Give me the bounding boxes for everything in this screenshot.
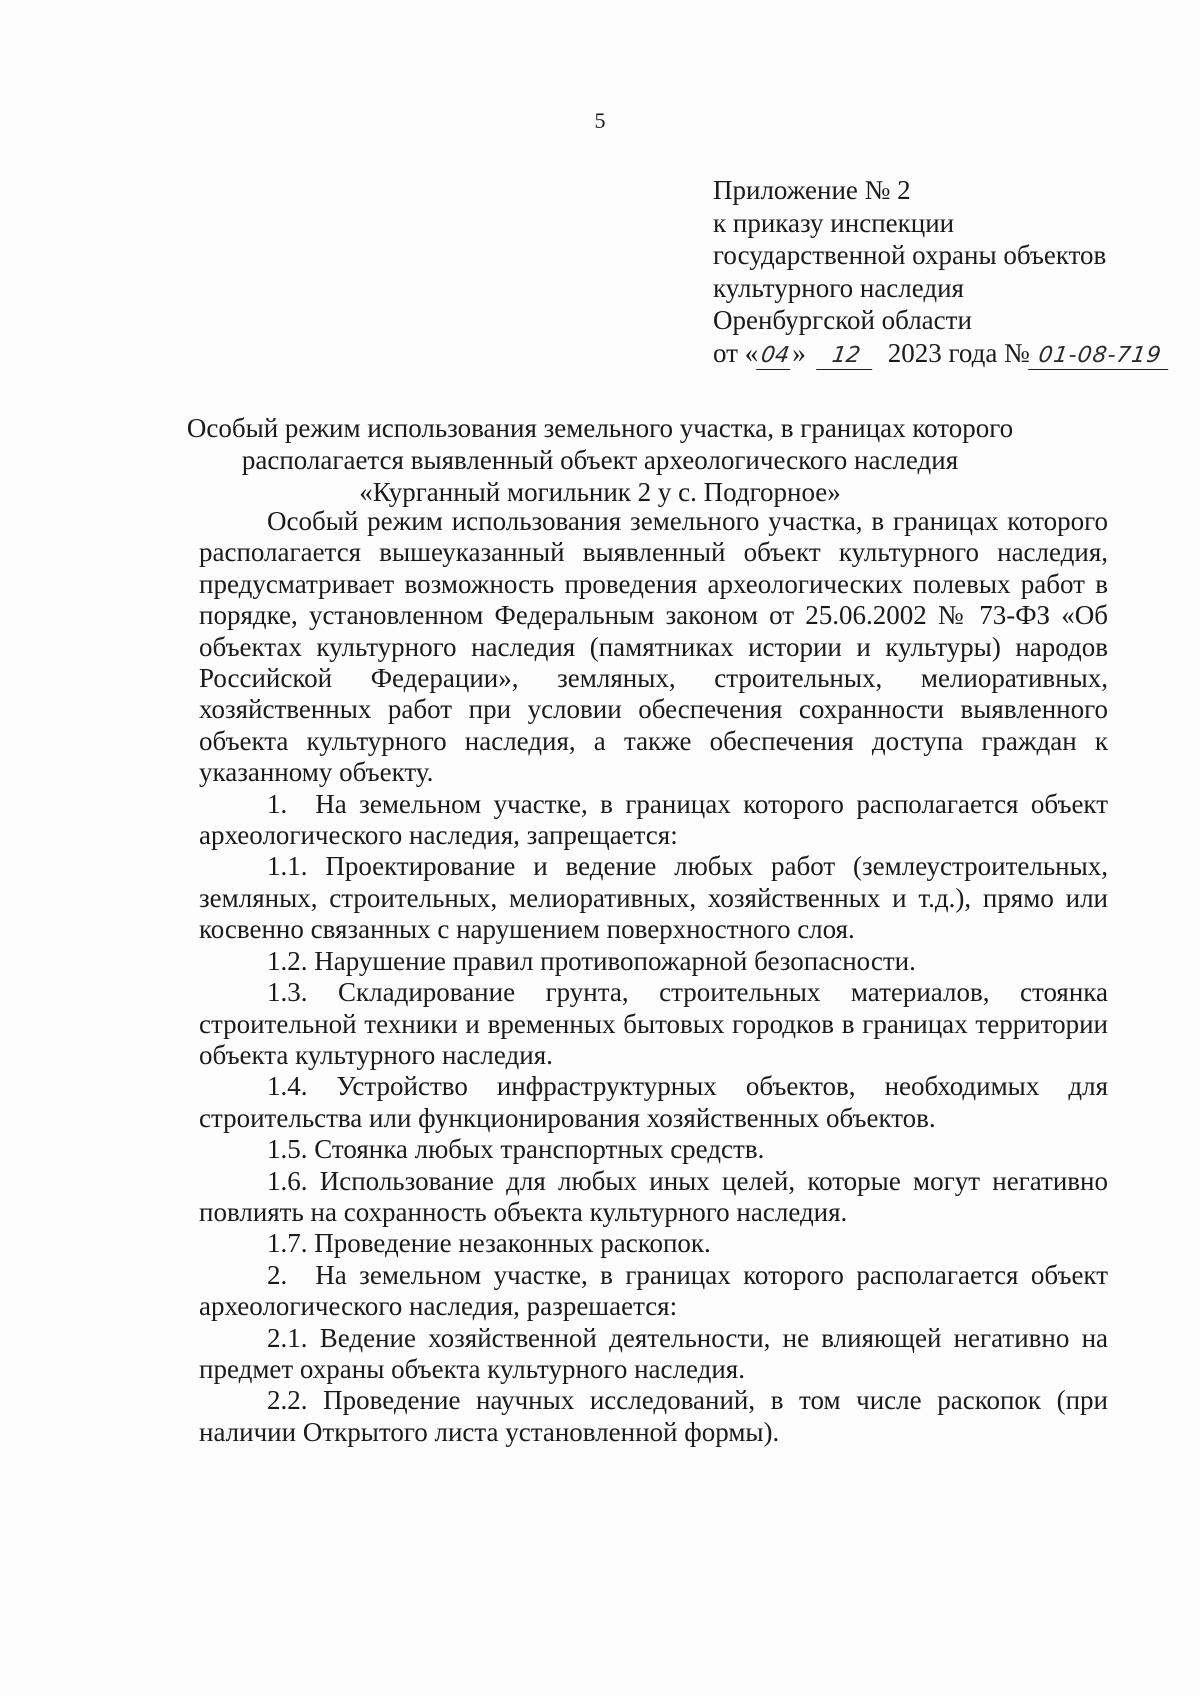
- document-body: [199, 506, 1108, 1448]
- appendix-line-1: Приложение № 2: [713, 175, 911, 205]
- section-1-text: На земельном участке, в границах которого располагается объект археологического наследия, запрещается:: [199, 788, 1108, 851]
- appendix-line-4: культурного наследия: [713, 272, 964, 303]
- appendix-line-3: государственной охраны объектов: [713, 240, 1107, 271]
- appendix-line-2: к приказу инспекции: [713, 207, 955, 238]
- date-mid: »: [792, 337, 806, 368]
- title-line-2: располагается выявленный объект археологического наследия: [241, 445, 959, 475]
- handwritten-day: 04: [756, 343, 794, 370]
- section-1-number: 1.: [267, 788, 288, 819]
- item-1-3: 1.3. Складирование грунта, строительных материалов, стоянка строительной техники и временных бытовых городков в границах территории объекта культурного наследия.: [199, 977, 1108, 1070]
- appendix-line-5: Оренбургской области: [713, 305, 972, 336]
- item-1-5: 1.5. Стоянка любых транспортных средств.: [267, 1134, 765, 1165]
- page-number: 5: [594, 108, 606, 133]
- section-2-text: На земельном участке, в границах которого располагается объект археологического наследия, разрешается:: [199, 1259, 1108, 1322]
- document-title: [150, 412, 1050, 508]
- item-1-2: 1.2. Нарушение правил противопожарной безопасности.: [267, 945, 916, 976]
- item-1-4: 1.4. Устройство инфраструктурных объектов, необходимых для строительства или функционирования хозяйственных объектов.: [199, 1071, 1108, 1133]
- title-line-3: «Курганный могильник 2 у с. Подгорное»: [359, 477, 841, 507]
- item-2-2: 2.2. Проведение научных исследований, в том числе раскопок (при наличии Открытого листа установленной формы).: [199, 1385, 1108, 1447]
- item-1-1: 1.1. Проектирование и ведение любых работ (землеустроительных, земляных, строительных, мелиоративных, хозяйственных и т.д.), прямо или косвенно связанных с нарушением поверхностного слоя.: [199, 851, 1108, 945]
- appendix-date-line: [713, 337, 1183, 370]
- section-2: [199, 1260, 1108, 1323]
- handwritten-order-number: 01-08-719: [1028, 343, 1172, 370]
- date-year: 2023 года №: [887, 337, 1030, 368]
- appendix-header: [713, 174, 1183, 370]
- section-2-number: 2.: [267, 1259, 288, 1290]
- title-line-1: Особый режим использования земельного участка, в границах которого: [186, 413, 1014, 443]
- intro-paragraph: Особый режим использования земельного участка, в границах которого располагается вышеуказанный выявленный объект культурного наследия, предусматривает возможность проведения археологических полевых работ в порядке, установленном Федеральным законом от 25.06.2002 № 73-ФЗ «Об объектах культурного наследия (памятниках истории и культуры) народов Российской Федерации», земляных, строительных, мелиоративных, хозяйственных работ при условии обеспечения сохранности выявленного объекта культурного наследия, а также обеспечения доступа граждан к указанному объекту.: [199, 506, 1108, 788]
- item-1-6: 1.6. Использование для любых иных целей, которые могут негативно повлиять на сохранность объекта культурного наследия.: [199, 1165, 1108, 1227]
- handwritten-month: 12: [816, 343, 876, 370]
- date-prefix: от «: [713, 337, 759, 368]
- item-1-7: 1.7. Проведение незаконных раскопок.: [267, 1228, 711, 1259]
- item-2-1: 2.1. Ведение хозяйственной деятельности, не влияющей негативно на предмет охраны объекта культурного наследия.: [199, 1322, 1108, 1384]
- section-1: [199, 789, 1108, 852]
